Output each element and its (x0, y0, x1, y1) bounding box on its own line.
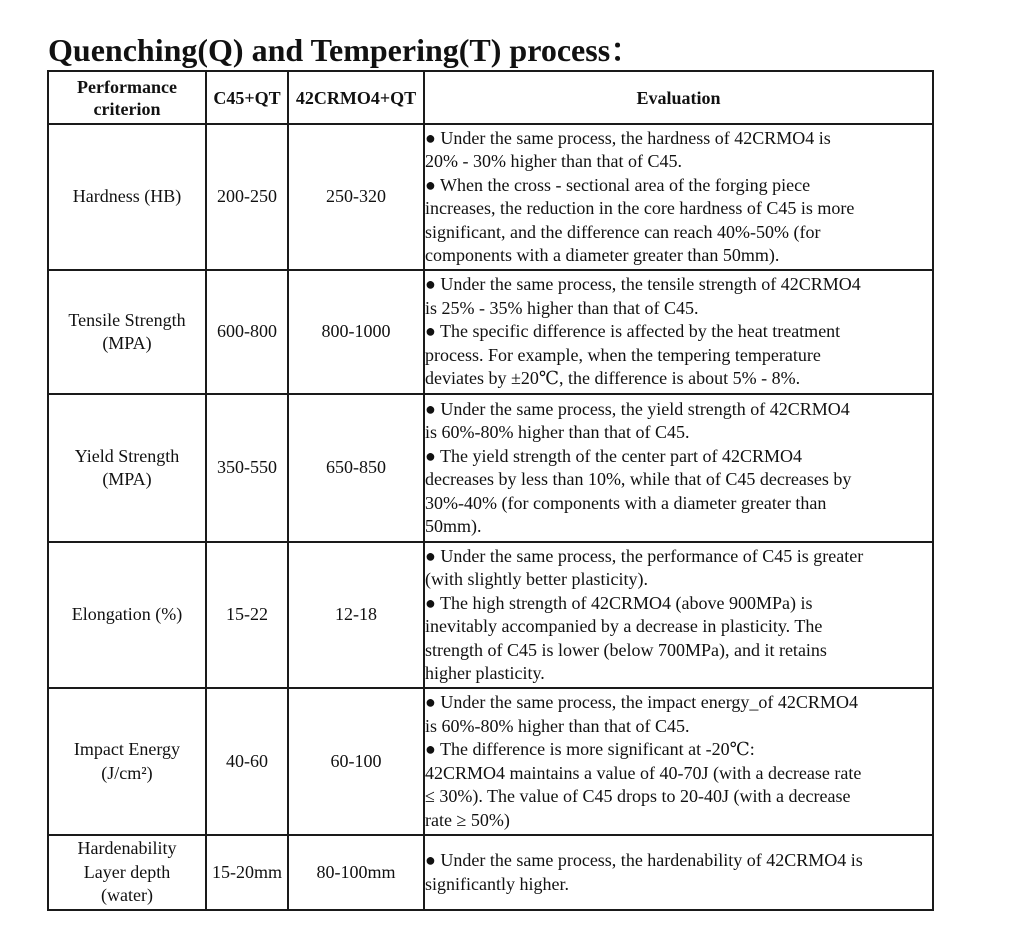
evaluation-line: ● Under the same process, the yield strength of 42CRMO4 (425, 398, 850, 419)
evaluation-line: deviates by ±20℃, the difference is about 5% - 8%. (425, 368, 801, 389)
c45-value: 350-550 (206, 394, 288, 542)
evaluation-line: is 25% - 35% higher than that of C45. (425, 297, 699, 318)
comparison-table (47, 70, 934, 911)
c45-value: 40-60 (206, 688, 288, 835)
criterion-line: Yield Strength (74, 445, 180, 466)
table-row-hardenability (48, 835, 933, 910)
evaluation-line: 20% - 30% higher than that of C45. (425, 151, 682, 171)
criterion-line: Layer depth (83, 861, 171, 882)
criterion-line: (water) (101, 885, 153, 906)
evaluation-cell (424, 835, 933, 910)
evaluation-line: ● Under the same process, the tensile strength of 42CRMO4 (425, 274, 861, 295)
criterion-line: Hardness (HB) (72, 186, 182, 207)
evaluation-line: increases, the reduction in the core hardness of C45 is more (425, 198, 855, 218)
criterion-cell (48, 835, 206, 910)
criterion-line: Elongation (%) (71, 604, 183, 625)
evaluation-line: strength of C45 is lower (below 700MPa), and it retains (425, 639, 827, 660)
evaluation-line: (with slightly better plasticity). (425, 569, 648, 589)
evaluation-line: ● The specific difference is affected by the heat treatment (425, 321, 841, 342)
evaluation-cell (424, 394, 933, 542)
table-row-tensile-strength (48, 270, 933, 394)
evaluation-line: significant, and the difference can reach 40%-50% (for (425, 221, 821, 242)
header-42crmo4: 42CRMO4+QT (288, 71, 424, 124)
criterion-cell (48, 270, 206, 394)
criterion-line: Hardenability (77, 838, 177, 859)
c45-value: 600-800 (206, 270, 288, 394)
header-evaluation: Evaluation (424, 71, 933, 124)
evaluation-line: 30%-40% (for components with a diameter greater than (425, 492, 827, 513)
criterion-cell (48, 542, 206, 688)
page-title: Quenching(Q) and Tempering(T) process： (48, 32, 643, 68)
table-row-yield-strength (48, 394, 933, 542)
evaluation-line: ● Under the same process, the hardness of 42CRMO4 is (425, 127, 831, 148)
evaluation-line: ● Under the same process, the performance of C45 is greater (425, 545, 864, 566)
table-header-row (48, 71, 933, 124)
evaluation-line: process. For example, when the tempering temperature (425, 344, 821, 365)
evaluation-line: ● The high strength of 42CRMO4 (above 900MPa) is (425, 592, 813, 613)
table-row-elongation (48, 542, 933, 688)
c45-value: 15-22 (206, 542, 288, 688)
42crmo4-value: 800-1000 (288, 270, 424, 394)
criterion-line: Impact Energy (73, 739, 181, 759)
evaluation-line: ● Under the same process, the hardenability of 42CRMO4 is (425, 850, 863, 870)
evaluation-line: decreases by less than 10%, while that of C45 decreases by (425, 469, 852, 489)
table-row-impact-energy (48, 688, 933, 835)
evaluation-line: is 60%-80% higher than that of C45. (425, 715, 690, 736)
criterion-cell (48, 688, 206, 835)
evaluation-line: higher plasticity. (425, 663, 545, 683)
evaluation-line: ● When the cross - sectional area of the forging piece (425, 174, 811, 195)
42crmo4-value: 80-100mm (288, 835, 424, 910)
header-criterion-line: Performance (77, 76, 177, 97)
42crmo4-value: 60-100 (288, 688, 424, 835)
evaluation-line: ● Under the same process, the impact energy_of 42CRMO4 (425, 692, 858, 712)
header-criterion (48, 71, 206, 124)
criterion-line: (J/cm²) (101, 762, 153, 783)
table-row-hardness (48, 124, 933, 270)
c45-value: 15-20mm (206, 835, 288, 910)
criterion-cell (48, 394, 206, 542)
evaluation-line: inevitably accompanied by a decrease in plasticity. The (425, 616, 823, 636)
evaluation-line: 50mm). (425, 516, 482, 536)
42crmo4-value: 12-18 (288, 542, 424, 688)
evaluation-line: significantly higher. (425, 873, 569, 894)
c45-value: 200-250 (206, 124, 288, 270)
evaluation-line: components with a diameter greater than 50mm). (425, 245, 780, 265)
criterion-cell (48, 124, 206, 270)
evaluation-cell (424, 542, 933, 688)
evaluation-line: 42CRMO4 maintains a value of 40-70J (with a decrease rate (425, 762, 862, 783)
criterion-line: Tensile Strength (68, 309, 186, 330)
evaluation-line: ● The difference is more significant at -20℃: (425, 739, 755, 759)
evaluation-line: ≤ 30%). The value of C45 drops to 20-40J (with a decrease (425, 786, 851, 806)
evaluation-line: rate ≥ 50%) (425, 809, 510, 830)
header-c45: C45+QT (206, 71, 288, 124)
evaluation-line: ● The yield strength of the center part of 42CRMO4 (425, 445, 802, 466)
evaluation-cell (424, 688, 933, 835)
42crmo4-value: 250-320 (288, 124, 424, 270)
evaluation-cell (424, 124, 933, 270)
header-criterion-line: criterion (93, 98, 161, 119)
evaluation-line: is 60%-80% higher than that of C45. (425, 422, 690, 442)
evaluation-cell (424, 270, 933, 394)
criterion-line: (MPA) (102, 469, 152, 489)
42crmo4-value: 650-850 (288, 394, 424, 542)
criterion-line: (MPA) (102, 333, 152, 353)
